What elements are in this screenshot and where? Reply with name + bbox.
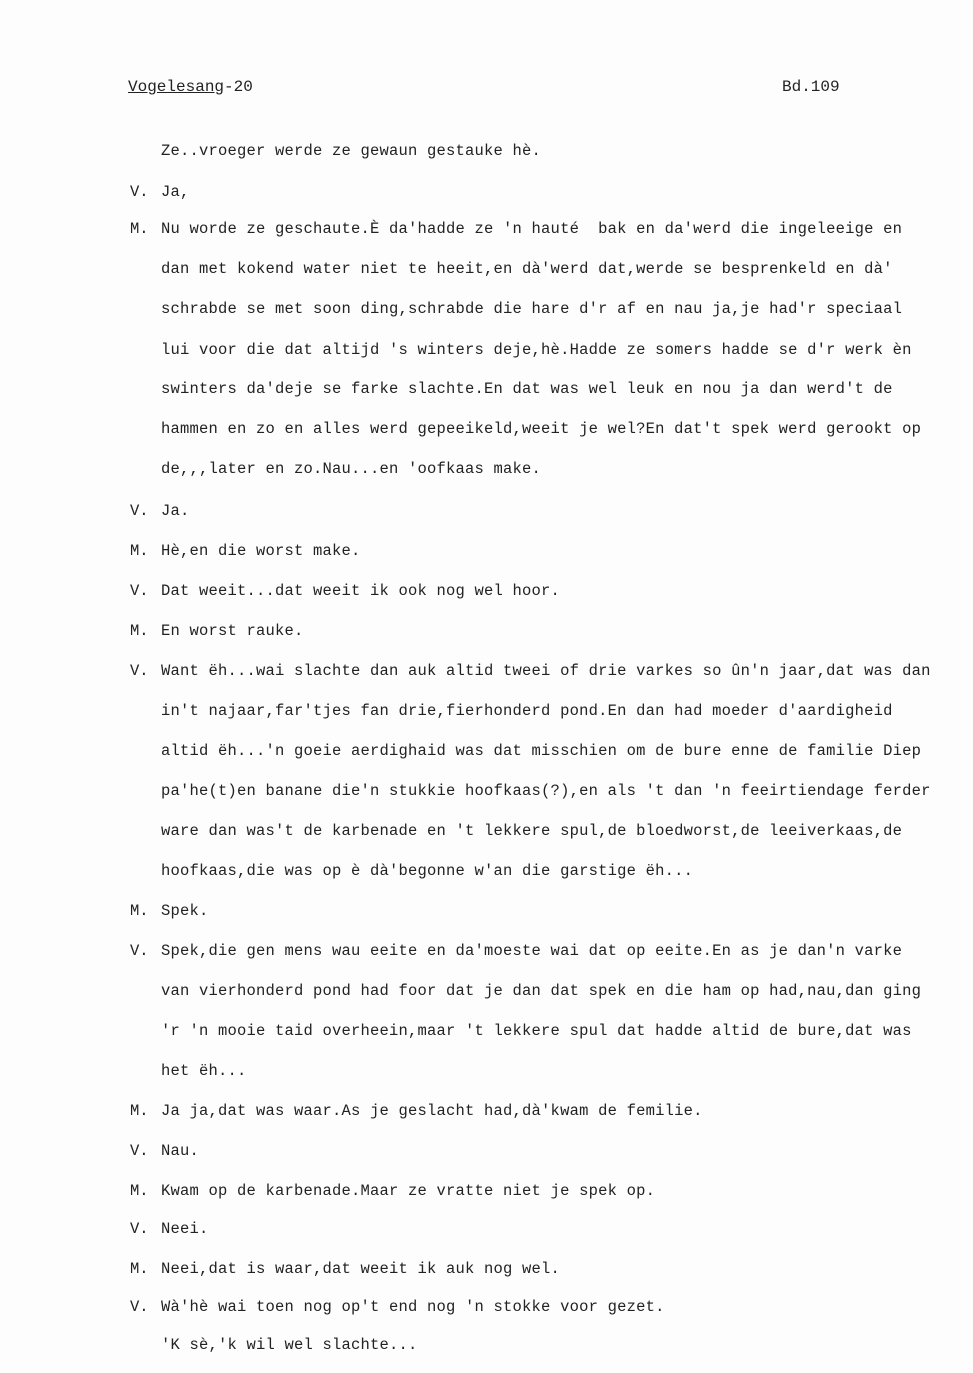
transcript-line: Ja, [161, 183, 190, 201]
transcript-line: van vierhonderd pond had foor dat je dan dat spek en die ham op had,nau,dan ging [161, 982, 922, 1000]
speaker-label: M. [130, 542, 149, 560]
speaker-label: M. [130, 1102, 149, 1120]
page-header-left [128, 78, 253, 96]
speaker-label: M. [130, 1182, 149, 1200]
transcript-line: Neei,dat is waar,dat weeit ik auk nog wel. [161, 1260, 561, 1278]
transcript-line: Want ëh...wai slachte dan auk altid tweei of drie varkes so ûn'n jaar,dat was dan [161, 662, 931, 680]
transcript-line: hoofkaas,die was op è dà'begonne w'an die garstige ëh... [161, 862, 694, 880]
speaker-label: M. [130, 220, 149, 238]
transcript-line: Wà'hè wai toen nog op't end nog 'n stokke voor gezet. [161, 1298, 665, 1316]
speaker-label: V. [130, 183, 149, 201]
transcript-line: Dat weeit...dat weeit ik ook nog wel hoor. [161, 582, 561, 600]
transcript-line: in't najaar,far'tjes fan drie,fierhonderd pond.En dan had moeder d'aardigheid [161, 702, 893, 720]
transcript-line: Spek. [161, 902, 209, 920]
transcript-line: het ëh... [161, 1062, 247, 1080]
speaker-label: V. [130, 662, 149, 680]
transcript-line: lui voor die dat altijd 's winters deje,hè.Hadde ze somers hadde se d'r werk èn [161, 341, 912, 359]
speaker-label: V. [130, 582, 149, 600]
transcript-line: altid ëh...'n goeie aerdighaid was dat misschien om de bure enne de familie Diep [161, 742, 922, 760]
transcript-line: 'K sè,'k wil wel slachte... [161, 1336, 418, 1354]
transcript-line: Spek,die gen mens wau eeite en da'moeste wai dat op eeite.En as je dan'n varke [161, 942, 903, 960]
speaker-label: M. [130, 902, 149, 920]
transcript-line: ware dan was't de karbenade en 't lekkere spul,de bloedworst,de leeiverkaas,de [161, 822, 903, 840]
header-title-suffix: -20 [224, 78, 253, 96]
speaker-label: M. [130, 1260, 149, 1278]
transcript-line: swinters da'deje se farke slachte.En dat was wel leuk en nou ja dan werd't de [161, 380, 893, 398]
speaker-label: V. [130, 942, 149, 960]
transcript-line: Kwam op de karbenade.Maar ze vratte niet je spek op. [161, 1182, 656, 1200]
transcript-line: dan met kokend water niet te heeit,en dà'werd dat,werde se besprenkeld en dà' [161, 260, 893, 278]
speaker-label: V. [130, 502, 149, 520]
speaker-label: M. [130, 622, 149, 640]
transcript-line: Neei. [161, 1220, 209, 1238]
transcript-line: Ze..vroeger werde ze gewaun gestauke hè. [161, 142, 542, 160]
transcript-line: En worst rauke. [161, 622, 304, 640]
speaker-label: V. [130, 1220, 149, 1238]
transcript-line: 'r 'n mooie taid overheein,maar 't lekkere spul dat hadde altid de bure,dat was [161, 1022, 912, 1040]
header-title: Vogelesang [128, 78, 225, 96]
page-header-right: Bd.109 [782, 78, 840, 96]
transcript-line: pa'he(t)en banane die'n stukkie hoofkaas(?),en als 't dan 'n feeirtiendage ferder [161, 782, 931, 800]
speaker-label: V. [130, 1142, 149, 1160]
transcript-line: Ja. [161, 502, 190, 520]
transcript-line: schrabde se met soon ding,schrabde die hare d'r af en nau ja,je had'r speciaal [161, 300, 903, 318]
transcript-line: Nau. [161, 1142, 200, 1160]
transcript-line: hammen en zo en alles werd gepeeikeld,weeit je wel?En dat't spek werd gerookt op [161, 420, 922, 438]
transcript-line: Nu worde ze geschaute.È da'hadde ze 'n hauté bak en da'werd die ingeleeige en [161, 220, 903, 238]
transcript-line: Hè,en die worst make. [161, 542, 361, 560]
transcript-line: Ja ja,dat was waar.As je geslacht had,dà'kwam de femilie. [161, 1102, 703, 1120]
transcript-line: de,,,later en zo.Nau...en 'oofkaas make. [161, 460, 542, 478]
speaker-label: V. [130, 1298, 149, 1316]
